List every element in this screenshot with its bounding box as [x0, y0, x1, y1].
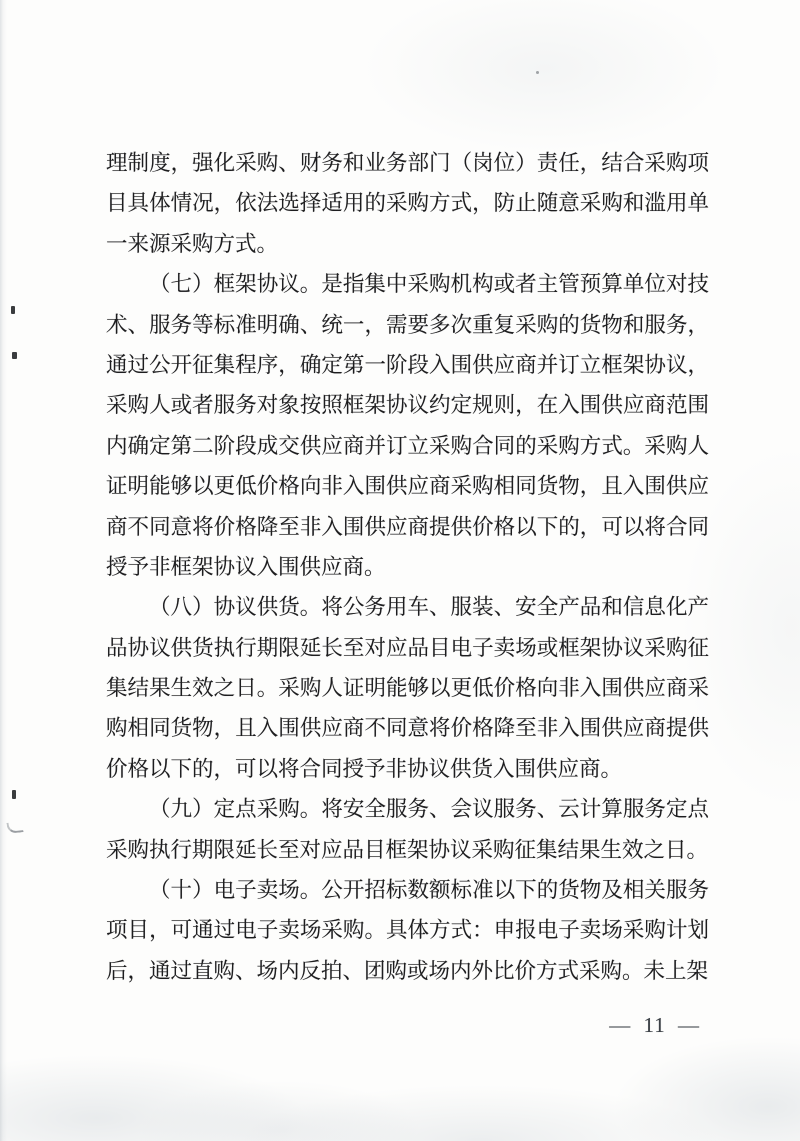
page-number: — 11 —	[609, 1013, 700, 1037]
paragraph	[106, 587, 709, 789]
text-line: 集结果生效之日。采购人证明能够以更低价格向非入围供应商采	[106, 676, 709, 701]
paragraph	[106, 143, 709, 264]
scan-artifact-hook	[6, 821, 23, 834]
text-line: 商不同意将价格降至非入围供应商提供价格以下的，可以将合同	[106, 514, 709, 539]
text-line: 项目，可通过电子卖场采购。具体方式：申报电子卖场采购计划	[106, 918, 709, 943]
paragraph	[106, 870, 709, 991]
text-line: （十）电子卖场。公开招标数额标准以下的货物及相关服务	[149, 878, 709, 903]
text-line: （九）定点采购。将安全服务、会议服务、云计算服务定点	[149, 797, 709, 822]
text-line: 内确定第二阶段成交供应商并订立采购合同的采购方式。采购人	[106, 433, 709, 458]
text-line: 通过公开征集程序，确定第一阶段入围供应商并订立框架协议，	[106, 352, 709, 377]
text-line: 价格以下的，可以将合同授予非协议供货入围供应商。	[106, 756, 623, 781]
scan-artifact-dot	[536, 71, 539, 74]
text-line: 理制度，强化采购、财务和业务部门（岗位）责任，结合采购项	[106, 151, 709, 175]
text-line: （八）协议供货。将公务用车、服装、安全产品和信息化产	[149, 595, 709, 620]
text-line: 术、服务等标准明确、统一，需要多次重复采购的货物和服务，	[106, 312, 709, 337]
text-line: 目具体情况，依法选择适用的采购方式，防止随意采购和滥用单	[106, 191, 709, 216]
text-line: 证明能够以更低价格向非入围供应商采购相同货物，且入围供应	[106, 474, 709, 499]
document-body	[106, 143, 709, 991]
text-line: 授予非框架协议入围供应商。	[106, 554, 386, 579]
scan-artifact-mark	[12, 352, 17, 359]
paragraph	[106, 264, 709, 587]
scan-artifact-mark	[11, 306, 15, 314]
text-line: 采购执行期限延长至对应品目框架协议采购征集结果生效之日。	[106, 837, 709, 862]
text-line: （七）框架协议。是指集中采购机构或者主管预算单位对技	[149, 272, 709, 297]
text-line: 购相同货物，且入围供应商不同意将价格降至非入围供应商提供	[106, 716, 709, 741]
text-line: 一来源采购方式。	[106, 231, 279, 256]
text-line: 品协议供货执行期限延长至对应品目电子卖场或框架协议采购征	[106, 635, 709, 660]
paragraph	[106, 789, 709, 870]
text-line: 后，通过直购、场内反拍、团购或场内外比价方式采购。未上架	[106, 958, 709, 983]
text-line: 采购人或者服务对象按照框架协议约定规则，在入围供应商范围	[106, 393, 709, 418]
scan-artifact-mark	[12, 790, 16, 799]
